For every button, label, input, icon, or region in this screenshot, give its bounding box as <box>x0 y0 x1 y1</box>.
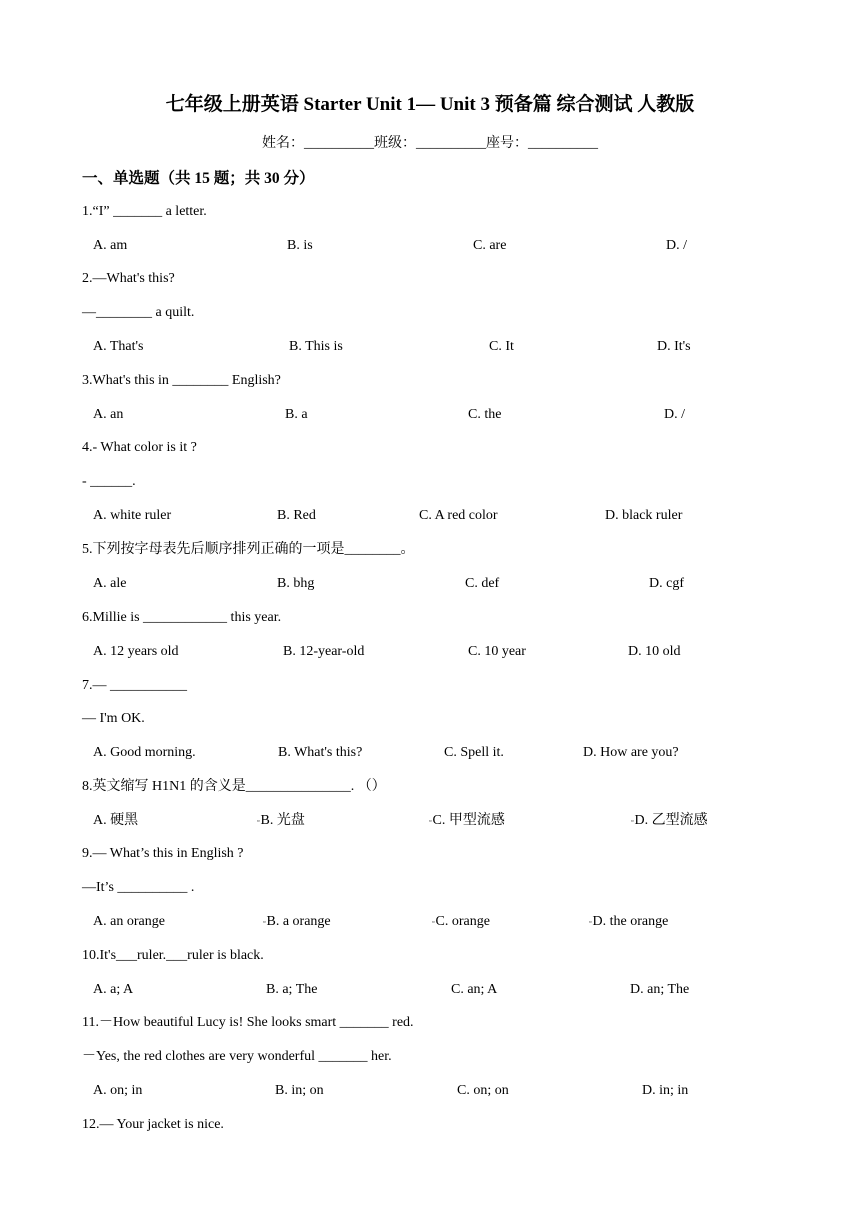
option-d: D. black ruler <box>605 508 683 523</box>
option-b: B. a <box>285 407 308 422</box>
option-d: D. It's <box>657 339 691 354</box>
question-2-text: 2.—What's this? <box>82 271 175 286</box>
option-d: D. / <box>664 407 685 422</box>
option-c: C. It <box>489 339 514 354</box>
option-a: A. 硬黑 <box>93 813 139 828</box>
option-b: B. in; on <box>275 1083 324 1098</box>
option-b: B. This is <box>289 339 343 354</box>
question-6-options <box>93 642 833 662</box>
option-a: A. on; in <box>93 1083 143 1098</box>
question-3-options <box>93 405 833 425</box>
option-d: D. an; The <box>630 982 690 997</box>
option-a: A. an <box>93 407 124 422</box>
option-c: C. are <box>473 238 507 253</box>
option-marker-icon: ▫ <box>432 918 435 926</box>
option-a: A. ale <box>93 576 127 591</box>
question-1-options <box>93 236 833 256</box>
option-a: A. white ruler <box>93 508 172 523</box>
question-11-answer-line: －Yes, the red clothes are very wonderful _______ her. <box>82 1049 392 1064</box>
question-11-options <box>93 1081 833 1101</box>
option-marker-icon: ▫ <box>257 817 260 825</box>
option-d: D. / <box>666 238 687 253</box>
option-b: B. bhg <box>277 576 315 591</box>
option-a: A. That's <box>93 339 144 354</box>
student-info-line: 姓名：__________班级：__________座号：__________ <box>262 136 598 151</box>
question-4-text: 4.- What color is it ? <box>82 440 197 455</box>
question-3-text: 3.What's this in ________ English? <box>82 373 281 388</box>
question-4-answer-line: - ______. <box>82 474 136 489</box>
option-d: ▫D. the orange <box>589 914 669 930</box>
option-a: A. 12 years old <box>93 644 179 659</box>
option-b: ▫B. a orange <box>263 914 331 930</box>
option-marker-icon: ▫ <box>263 918 266 926</box>
option-b: B. a; The <box>266 982 318 997</box>
option-d: D. cgf <box>649 576 684 591</box>
option-d: D. 10 old <box>628 644 681 659</box>
option-b: B. What's this? <box>278 745 363 760</box>
question-10-text: 10.It's___ruler.___ruler is black. <box>82 948 264 963</box>
option-d: D. in; in <box>642 1083 689 1098</box>
question-5-text: 5.下列按字母表先后顺序排列正确的一项是________。 <box>82 542 415 557</box>
option-marker-icon: ▫ <box>589 918 592 926</box>
question-7-answer-line: — I'm OK. <box>82 711 145 726</box>
question-9-answer-line: —It’s __________ . <box>82 880 195 895</box>
question-6-text: 6.Millie is ____________ this year. <box>82 610 282 625</box>
option-c: ▫C. 甲型流感 <box>429 813 505 829</box>
question-12-text: 12.— Your jacket is nice. <box>82 1117 224 1132</box>
option-b: B. Red <box>277 508 316 523</box>
option-d: ▫D. 乙型流感 <box>631 813 708 829</box>
option-a: A. a; A <box>93 982 134 997</box>
option-d: D. How are you? <box>583 745 679 760</box>
question-8-text: 8.英文缩写 H1N1 的含义是_______________. （） <box>82 779 386 794</box>
option-a: A. am <box>93 238 128 253</box>
section-heading: 一、单选题（共 15 题；共 30 分） <box>82 170 315 187</box>
question-9-text: 9.— What’s this in English ? <box>82 846 244 861</box>
option-c: ▫C. orange <box>432 914 490 930</box>
question-9-options <box>93 912 833 932</box>
question-8-options <box>93 811 833 831</box>
question-2-answer-line: —________ a quilt. <box>82 305 195 320</box>
question-11-text: 11.－How beautiful Lucy is! She looks smart _______ red. <box>82 1015 414 1030</box>
question-2-options <box>93 337 833 357</box>
option-c: C. an; A <box>451 982 498 997</box>
option-b: B. is <box>287 238 313 253</box>
option-marker-icon: ▫ <box>631 817 634 825</box>
option-c: C. the <box>468 407 502 422</box>
option-c: C. Spell it. <box>444 745 504 760</box>
option-c: C. 10 year <box>468 644 526 659</box>
option-b: B. 12-year-old <box>283 644 365 659</box>
question-7-options <box>93 743 833 763</box>
option-c: C. def <box>465 576 500 591</box>
question-5-options <box>93 574 833 594</box>
option-c: C. A red color <box>419 508 498 523</box>
option-c: C. on; on <box>457 1083 509 1098</box>
option-a: A. Good morning. <box>93 745 196 760</box>
page-title: 七年级上册英语 Starter Unit 1— Unit 3 预备篇 综合测试 人教版 <box>165 94 695 115</box>
question-1-text: 1.“I” _______ a letter. <box>82 204 207 219</box>
question-7-text: 7.— ___________ <box>82 678 187 693</box>
option-a: A. an orange <box>93 914 165 929</box>
option-b: ▫B. 光盘 <box>257 813 305 829</box>
question-10-options <box>93 980 833 1000</box>
option-marker-icon: ▫ <box>429 817 432 825</box>
question-4-options <box>93 506 833 526</box>
